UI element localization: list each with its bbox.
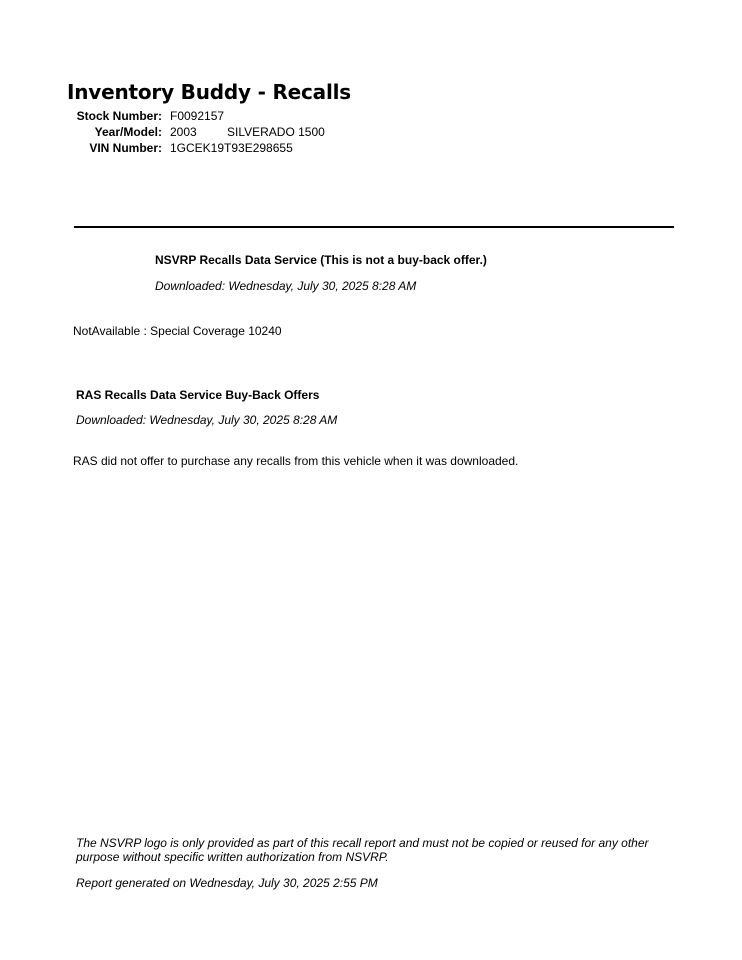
vin-number-value: 1GCEK19T93E298655 <box>170 141 293 155</box>
stock-number-label: Stock Number: <box>76 109 162 123</box>
nsvrp-heading: NSVRP Recalls Data Service (This is not a buy-back offer.) <box>155 253 487 267</box>
ras-heading: RAS Recalls Data Service Buy-Back Offers <box>76 388 320 402</box>
ras-message: RAS did not offer to purchase any recalls from this vehicle when it was downloaded. <box>73 454 519 468</box>
year-model-label: Year/Model: <box>94 125 162 139</box>
year-value: 2003 <box>170 125 197 139</box>
report-title: Inventory Buddy - Recalls <box>67 80 351 104</box>
report-generated-text: Report generated on Wednesday, July 30, 2025 2:55 PM <box>76 876 378 890</box>
nsvrp-recall-line: NotAvailable : Special Coverage 10240 <box>73 324 282 338</box>
ras-downloaded: Downloaded: Wednesday, July 30, 2025 8:28 AM <box>76 413 338 427</box>
nsvrp-downloaded: Downloaded: Wednesday, July 30, 2025 8:28 AM <box>155 279 417 293</box>
model-value: SILVERADO 1500 <box>227 125 325 139</box>
vin-number-label: VIN Number: <box>89 141 162 155</box>
section-divider <box>74 226 674 228</box>
disclaimer-text: The NSVRP logo is only provided as part of this recall report and must not be copied or reused for any other purpose without specific written authorization from NSVRP. <box>76 836 649 864</box>
stock-number-value: F0092157 <box>170 109 225 123</box>
